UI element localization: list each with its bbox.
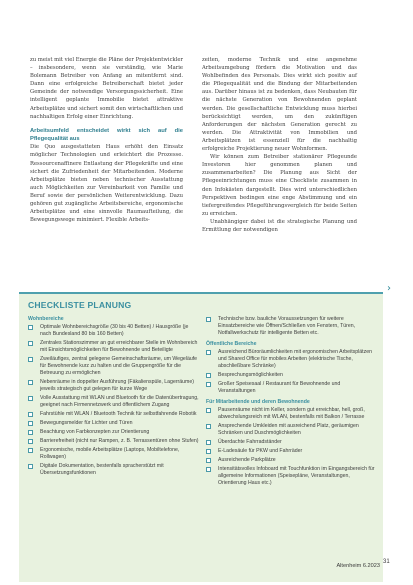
checklist-item [206,407,376,421]
page-number: 31 [383,559,390,565]
checklist-item [206,423,376,437]
checkbox-icon [206,467,211,472]
article-paragraph: zeiten, moderne Technik und eine angenehme Arbeitsumgebung fördern die Motivation und das Wohlbefinden des Personals. Dies wirkt sich positiv auf die Pflegequalität und die Bindung der Mitarbeitenden aus. Darüber hinaus ist zu bedenken, dass Neubauten für die nächste Generation von Bewohnenden geplant werden. Die gesellschaftliche Entwicklung muss hierbei berücksichtigt werden, um den zukünftigen Anforderungen der nächsten Generation gerecht zu werden. Die Attraktivität von Immobilien und Arbeitsplätzen ist essenziell für die nachhaltig erfolgreiche Projektierung neuer Wohnformen. [202,57,357,153]
checklist-item-text: Zweiläufiges, zentral gelegene Gemeinschaftsräume, um Wegeläufe für Bewohnende kurz zu halten und die Gruppengröße für die Betreuung zu ermöglichen [40,356,198,376]
checklist-item-text: Ergonomische, mobile Arbeitsplätze (Laptops, Mobiltelefone, Rollwagen) [40,447,180,460]
checkbox-icon [206,449,211,454]
checklist-item-text: Besprechungsmöglichkeiten [218,372,283,378]
checklist-item [28,324,200,338]
checkbox-icon [28,439,33,444]
checklist-list [206,316,376,337]
checklist-item [206,381,376,395]
checklist-item-text: Ausreichende Parkplätze [218,457,276,463]
article-column-right [202,56,357,234]
checklist-item [28,447,200,461]
checklist-list [206,349,376,395]
checklist-item-text: Großer Speisesaal / Restaurant für Bewohnende und Veranstaltungen [218,381,341,394]
checklist-item-text: Ansprechende Umkleiden mit ausreichend Platz, geräumigen Schränken und Duschmöglichkeiten [218,423,359,436]
checklist-item-text: E-Ladesäule für PKW und Fahrräder [218,448,303,454]
article-column-left [30,56,183,224]
checklist-item-text: Volle Ausstattung mit WLAN und Bluetooth für die Datenübertragung, geeignet nach Firmennetzwerk und öffentlichem Zugang [40,395,199,408]
checklist-item-text: Nebenräume in doppelter Ausführung (Fäkalienspüle, Lagerräume) jeweils strategisch gut gelegen für kurze Wege [40,379,194,392]
checkbox-icon [28,341,33,346]
article-paragraph: Die Quo ausgestatteten Haus erhöht den Einsatz möglicher Technologien und erleichtert die Prozesse. Ressourcenaffinere Entlastung der Pflegekräfte und eine sichert die Zufriedenheit der Mitarbeitenden. Moderne Arbeitsplätze bieten neben technischer Ausstattung auch Möglichkeiten zur Vereinbarkeit von Familie und Beruf sowie der persönlichen Weiterentwicklung. Dazu gehören gut zugängliche Arbeitsbereiche, ergonomische Arbeitsplätze und eine sinnvolle Raumaufteilung, die Bewegungswege minimiert. Flexible Arbeits- [30,144,183,224]
continue-arrow-icon: › [387,283,391,294]
checkbox-icon [206,382,211,387]
checkbox-icon [206,350,211,355]
checkbox-icon [28,430,33,435]
checklist-item [28,429,200,436]
checkbox-icon [206,317,211,322]
checklist-item-text: Digitale Dokumentation, bestenfalls spracherstützt mit Übersetzungsfunktionen [40,463,164,476]
checklist-item [206,448,376,455]
checkbox-icon [28,421,33,426]
checklist-item [206,457,376,464]
checkbox-icon [206,458,211,463]
checklist-list [206,407,376,487]
checklist-item [206,316,376,337]
checklist-item-text: Überdachte Fahrradständer [218,439,282,445]
checklist-item [206,466,376,487]
article-paragraph: Unabhängiger dabei ist die strategische Planung und Ermittlung der notwendigen [202,218,357,233]
checklist-item-text: Bewegungsmelder für Lichter und Türen [40,420,133,426]
checklist-list [28,324,200,477]
checklist-item [28,438,200,445]
checklist-section-heading: Wohnbereiche [28,316,64,322]
checkbox-icon [206,373,211,378]
checkbox-icon [28,357,33,362]
checklist-column-left [28,316,200,479]
checklist-item [28,420,200,427]
checklist-item [206,349,376,370]
article-subheading: Arbeitsumfeld entscheidet wirkt sich auf die Pflegequalität aus [30,127,183,143]
checklist-item [28,411,200,418]
checklist-item [28,395,200,409]
checkbox-icon [206,408,211,413]
checkbox-icon [28,464,33,469]
checkbox-icon [206,424,211,429]
checklist-item-text: Fahrstühle mit WLAN / Bluetooth Technik für selbstfahrende Robotik [40,411,197,417]
checklist-item-text: Optimale Wohnbereichsgröße (30 bis 40 Betten) / Hausgröße (je nach Bundesland 80 bis 160 Betten) [40,324,189,337]
checklist-item [28,356,200,377]
checkbox-icon [28,396,33,401]
checklist-item-text: Zentrales Stationszimmer an gut erreichbarer Stelle im Wohnbereich mit Einsichtsmöglichkeiten für Bewohnende und Beteiligte [40,340,198,353]
checklist-column-right [206,316,376,489]
checklist-item [206,439,376,446]
checklist-item-text: Ausreichend Büroräumlichkeiten mit ergonomischen Arbeitsplätzen und Shared Office für mobiles Arbeiten (elektrische Tische, abschließbare Schränke) [218,349,372,369]
checklist-section-heading: Öffentliche Bereiche [206,341,257,347]
footer-issue: Altenheim 6.2023 [336,563,380,569]
checklist-item [28,379,200,393]
checklist-item [28,340,200,354]
checkbox-icon [28,380,33,385]
checklist-top-rule [19,292,383,294]
checklist-section-heading: Für Mitarbeitende und deren Bewohnende [206,399,310,405]
article-paragraph: Wir können zum Betreiber stationärer Pflegeunde Investoren hier genommen planen und zusammenarbeiten? Die Planung aus Sicht der Pflegeeinrichtungen muss eine Checkliste zusammen in den Infokästen dargestellt. Dies wird unterschiedlichen Perspektiven bedingen eine enge Abstimmung und ein tiefergreifendes Pflegeführungsvergleich für beide Seiten zu erreichen. [202,154,357,217]
checklist-item [28,463,200,477]
checklist-title: CHECKLISTE PLANUNG [28,300,132,310]
checklist-item-text: Pausenräume nicht im Keller, sondern gut erreichbar, hell, groß, abwechslungsreich mit WLAN, bestenfalls mit Balkon / Terrasse [218,407,365,420]
checklist-item-text: Beachtung von Farbkonzepten zur Orientierung [40,429,150,435]
checkbox-icon [28,325,33,330]
checkbox-icon [28,448,33,453]
checklist-item-text: Intensitätsvolles Infoboard mit Touchfunktion im Eingangsbereich für allgemeine Informationen (Speisepläne, Veranstaltungen, Orientierung Haus etc.) [218,466,375,486]
article-paragraph: zu meist mit viel Energie die Pläne der Projektentwickler – insbesondere, wenn sie verständig, wie Marie Bolemann Betreiber von Anfang an mitentfernt sind. Dann eine erfolgreiche Betreiberschaft bietet jeder Gemeinde der notwendige Versorgungssicherheit. Eine intelligent geplante Immobilie bietet attraktive Arbeitsplätze und sichert somit den wirtschaftlichen und nachhaltigen Erfolg einer Einrichtung. [30,57,183,120]
checkbox-icon [206,440,211,445]
checklist-item [206,372,376,379]
checkbox-icon [28,412,33,417]
checklist-item-text: Barrierefreiheit (nicht nur Rampen, z. B. Terrassentüren ohne Stufen) [40,438,199,444]
checklist-item-text: Technische bzw. bauliche Voraussetzungen für weitere Einsatzbereiche wie Öffnen/Schließen von Fenstern, Türen, Notfallwerkschutz für intelligente Betten etc. [218,316,356,336]
